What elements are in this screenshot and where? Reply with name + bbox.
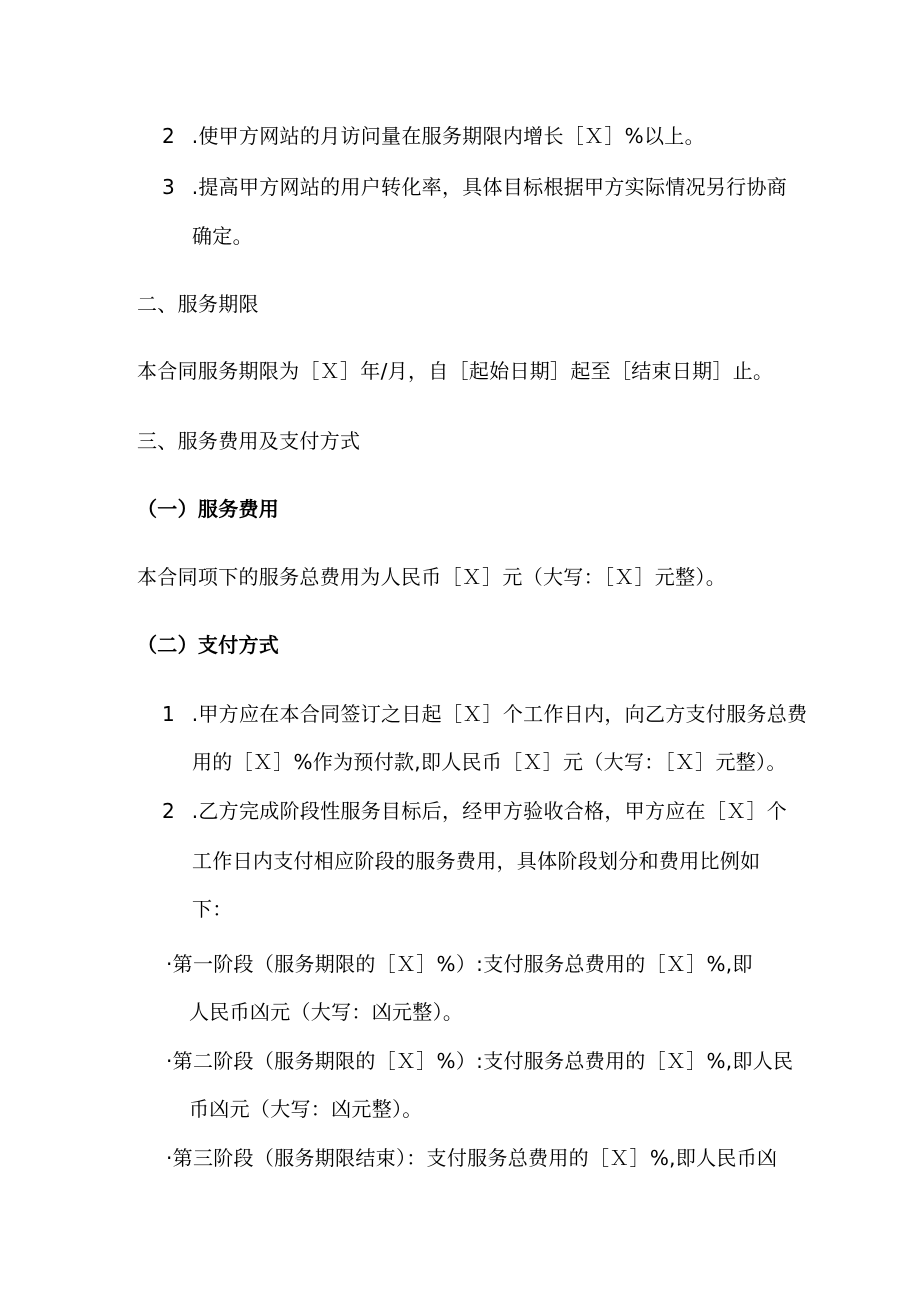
section-2-body: 本合同服务期限为［Ｘ］年/月，自［起始日期］起至［结束日期］止。 <box>137 359 774 383</box>
subsection-2-heading: （二）支付方式 <box>137 633 280 657</box>
goal-item-2 <box>162 123 705 149</box>
stage-2-continuation: 币凶元（大写：凶元整）。 <box>189 1097 423 1121</box>
stage-3-line: ·第三阶段（服务期限结束）：支付服务总费用的［Ｘ］%,即人民币凶 <box>166 1146 778 1170</box>
section-3-heading: 三、服务费用及支付方式 <box>137 429 361 453</box>
payment-item-2-continuation-1: 工作日内支付相应阶段的服务费用，具体阶段划分和费用比例如 <box>192 849 761 873</box>
subsection-1-heading: （一）服务费用 <box>137 497 280 521</box>
payment-item-1-number: 1 <box>162 702 176 726</box>
payment-item-1 <box>162 701 807 727</box>
payment-item-2-text: .乙方完成阶段性服务目标后，经甲方验收合格，甲方应在［Ｘ］个 <box>191 799 788 823</box>
stage-1-line: ·第一阶段（服务期限的［Ｘ］%）:支付服务总费用的［Ｘ］%,即 <box>166 952 753 976</box>
payment-item-1-continuation: 用的［Ｘ］%作为预付款,即人民币［Ｘ］元（大写：［Ｘ］元整）。 <box>192 750 787 774</box>
goal-item-3-continuation: 确定。 <box>192 224 253 248</box>
goal-item-3 <box>162 174 787 200</box>
section-2-heading: 二、服务期限 <box>137 292 259 316</box>
subsection-1-body: 本合同项下的服务总费用为人民币［Ｘ］元（大写：［Ｘ］元整）。 <box>137 565 726 589</box>
goal-item-3-text: .提高甲方网站的用户转化率，具体目标根据甲方实际情况另行协商 <box>191 175 788 199</box>
payment-item-2-continuation-2: 下： <box>192 897 233 921</box>
stage-2-line: ·第二阶段（服务期限的［Ｘ］%）:支付服务总费用的［Ｘ］%,即人民 <box>166 1049 794 1073</box>
payment-item-2 <box>162 798 787 824</box>
goal-item-2-text: .使甲方网站的月访问量在服务期限内增长［Ｘ］%以上。 <box>191 124 705 148</box>
payment-item-2-number: 2 <box>162 799 176 823</box>
goal-item-3-number: 3 <box>162 175 176 199</box>
goal-item-2-number: 2 <box>162 124 176 148</box>
stage-1-continuation: 人民币凶元（大写：凶元整）。 <box>189 1000 464 1024</box>
payment-item-1-text: .甲方应在本合同签订之日起［Ｘ］个工作日内，向乙方支付服务总费 <box>191 702 808 726</box>
